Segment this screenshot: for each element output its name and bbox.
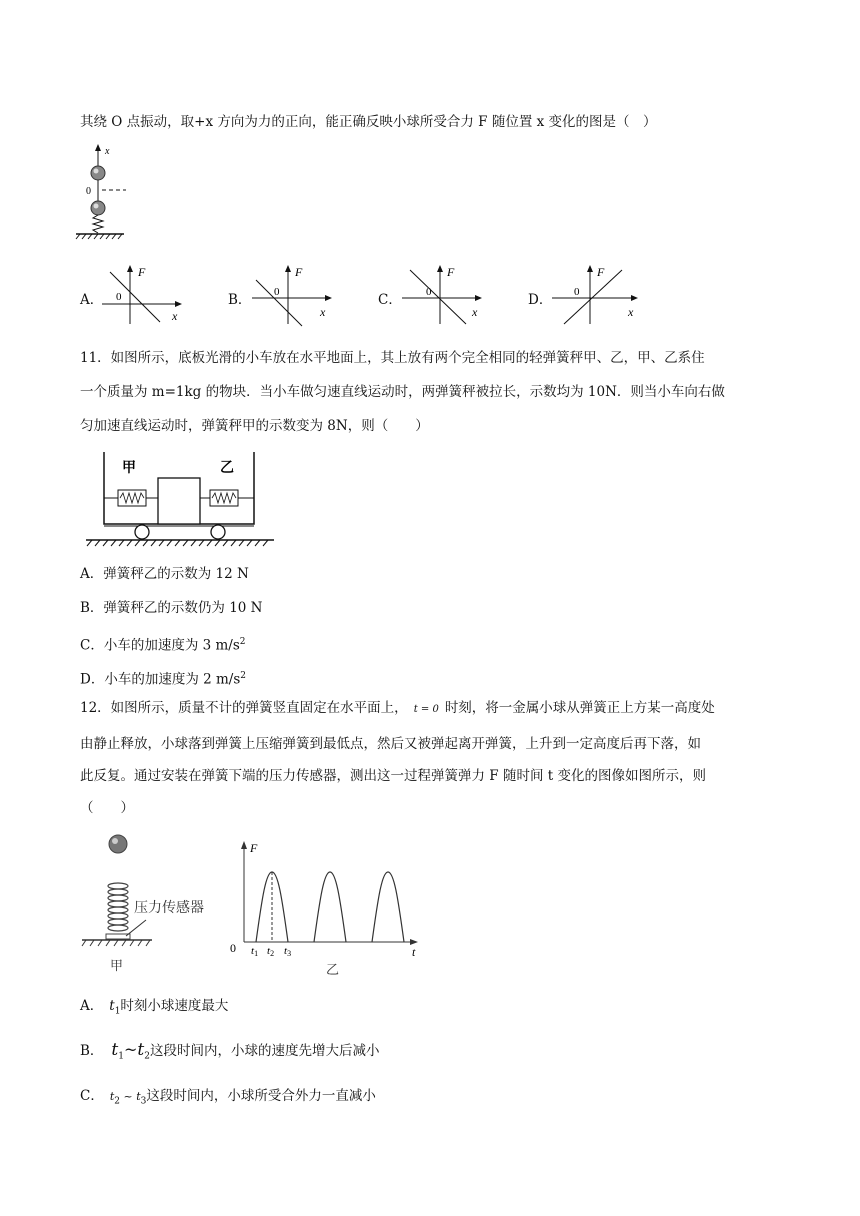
svg-text:t1: t1 <box>251 945 259 958</box>
svg-text:0: 0 <box>574 286 580 298</box>
svg-text:x: x <box>172 309 178 323</box>
q11-option-a[interactable]: A．弹簧秤乙的示数为 12 N <box>80 566 249 582</box>
q10-stem: 其绕 O 点振动，取+x 方向为力的正向，能正确反映小球所受合力 F 随位置 x 变化的图是（ ） <box>80 114 657 130</box>
q12-sensor-label: 压力传感器 <box>134 901 204 916</box>
svg-text:0: 0 <box>274 286 280 298</box>
q10-option-d-graph[interactable] <box>548 262 642 328</box>
q10-option-b-graph[interactable] <box>248 262 334 328</box>
q12-option-c[interactable]: C． $t_2$ ~ $t_3$这段时间内，小球所受合外力一直减小 <box>80 1088 376 1107</box>
q10-option-c-graph[interactable] <box>398 262 484 328</box>
q10-option-b-label[interactable]: B． <box>228 292 252 308</box>
q11-label-yi: 乙 <box>220 461 234 476</box>
q10-option-a-graph[interactable] <box>98 262 184 328</box>
q11-stem-line3: 匀加速直线运动时，弹簧秤甲的示数变为 8N，则（ ） <box>80 418 429 434</box>
q11-stem-line2: 一个质量为 m=1kg 的物块．当小车做匀速直线运动时，两弹簧秤被拉长，示数均为 10N．则当小车向右做 <box>80 384 725 400</box>
q10-fig-zero-label: 0 <box>86 186 91 197</box>
q12-fig-jia: 甲 <box>110 958 124 973</box>
q11-option-c[interactable]: C．小车的加速度为 3 $m/s^2$ <box>80 637 246 654</box>
q10-fig-x-label: x <box>105 146 110 157</box>
q12-axis-f: F <box>250 841 258 855</box>
q12-option-b[interactable]: B． $t_1\sim t_2$这段时间内，小球的速度先增大后减小 <box>80 1040 380 1062</box>
svg-text:F: F <box>447 265 455 279</box>
svg-text:t2: t2 <box>267 945 275 958</box>
spring-sensor-figure <box>78 830 228 980</box>
q12-fig-yi: 乙 <box>326 962 340 977</box>
q12-stem-line2: 由静止释放，小球落到弹簧上压缩弹簧到最低点，然后又被弹起离开弹簧，上升到一定高度后再下落，如 <box>80 736 701 752</box>
svg-text:F: F <box>597 265 605 279</box>
q10-option-a-label[interactable]: A． <box>80 292 104 308</box>
spring-ball-figure <box>72 142 132 242</box>
q11-option-b[interactable]: B．弹簧秤乙的示数仍为 10 N <box>80 600 263 616</box>
svg-text:F: F <box>138 265 146 279</box>
q12-stem-line4: （ ） <box>80 800 134 816</box>
q11-option-d[interactable]: D．小车的加速度为 2 $m/s^2$ <box>80 671 247 688</box>
q12-force-time-graph <box>226 838 426 980</box>
q11-stem-line1: 11．如图所示，底板光滑的小车放在水平地面上，其上放有两个完全相同的轻弹簧秤甲、乙，甲、乙系住 <box>80 350 705 366</box>
svg-text:t3: t3 <box>284 945 292 958</box>
q12-stem-line1: 12．如图所示，质量不计的弹簧竖直固定在水平面上， t = 0 时刻，将一金属小球从弹簧正上方某一高度处 <box>80 700 715 716</box>
svg-text:F: F <box>295 265 303 279</box>
svg-text:x: x <box>628 305 634 319</box>
cart-figure <box>82 448 278 548</box>
q12-axis-t: t <box>412 945 416 959</box>
svg-text:x: x <box>472 305 478 319</box>
q11-label-jia: 甲 <box>122 461 136 476</box>
q12-option-a[interactable]: A． $t_1$时刻小球速度最大 <box>80 998 229 1017</box>
svg-text:0: 0 <box>116 291 122 303</box>
q12-stem-line3: 此反复。通过安装在弹簧下端的压力传感器，测出这一过程弹簧弹力 F 随时间 t 变化的图像如图所示，则 <box>80 768 706 784</box>
q10-option-d-label[interactable]: D． <box>528 292 553 308</box>
q12-origin: 0 <box>230 941 236 955</box>
svg-text:x: x <box>320 305 326 319</box>
q10-option-c-label[interactable]: C． <box>378 292 402 308</box>
svg-text:0: 0 <box>426 286 432 298</box>
